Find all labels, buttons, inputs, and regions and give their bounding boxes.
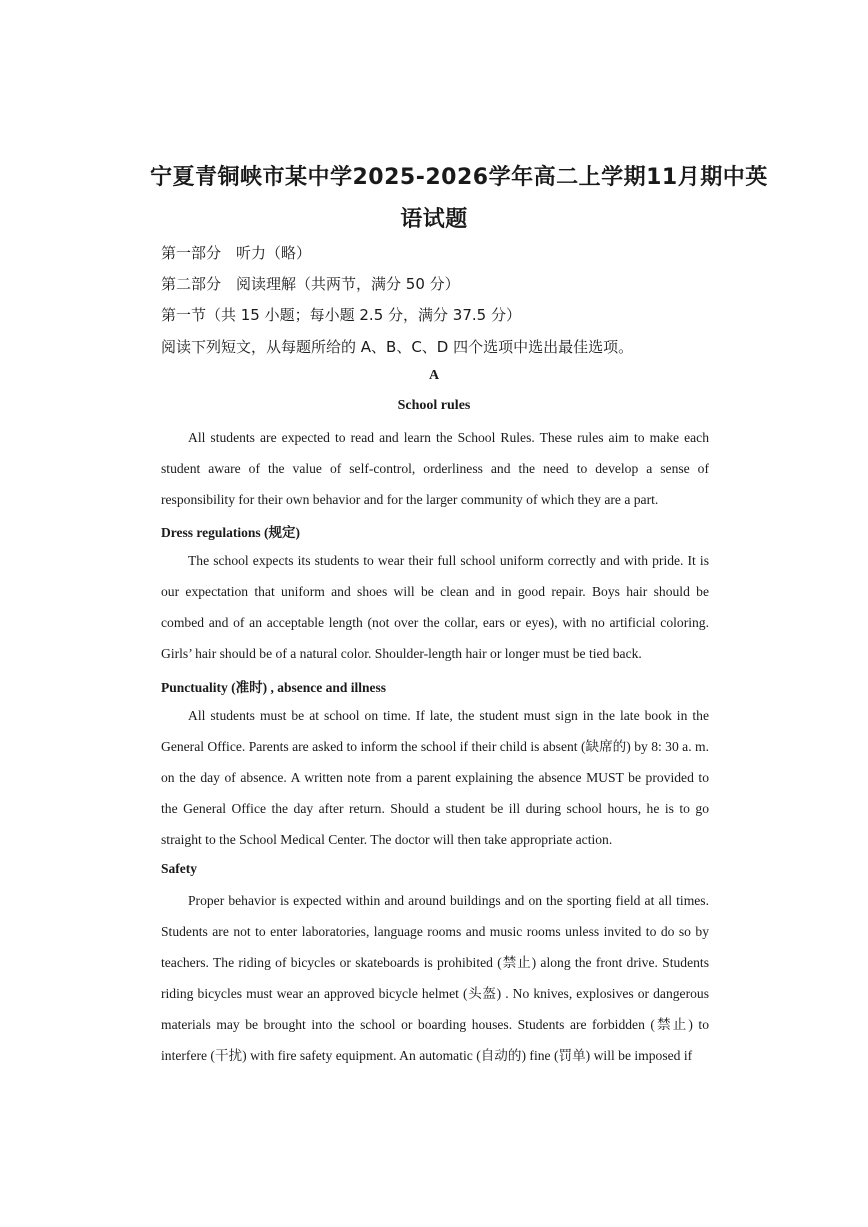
part-two-heading: 第二部分 阅读理解（共两节，满分 50 分）: [161, 275, 460, 293]
exam-title-line-1: 宁夏青铜峡市某中学2025-2026学年高二上学期11月期中英: [150, 165, 768, 190]
intro-paragraph: All students are expected to read and learn the School Rules. These rules aim to make each student aware of the value of self-control, orderliness and the need to develop a sense of responsibility for their own behavior and for the larger community of which they are a part.: [161, 430, 709, 507]
punctuality-paragraph: All students must be at school on time. If late, the student must sign in the late book in the General Office. Parents are asked to inform the school if their child is absent (缺席的) by 8: 30 a. m. on the day of absence. A written note from a parent explaining the absence MUST be provided to the General Office the day after return. Should a student be ill during school hours, he is to go straight to the School Medical Center. The doctor will then take appropriate action.: [161, 708, 709, 847]
dress-regulations-paragraph: The school expects its students to wear their full school uniform correctly and with pride. It is our expectation that uniform and shoes will be clean and in good repair. Boys hair should be combed and of an acceptable length (not over the collar, ears or eyes), with no artificial coloring. Girls’ hair should be of a natural color. Shoulder-length hair or longer must be tied back.: [161, 553, 709, 661]
section-one-heading: 第一节（共 15 小题；每小题 2.5 分，满分 37.5 分）: [161, 306, 521, 324]
safety-heading: Safety: [161, 861, 197, 876]
punctuality-heading: Punctuality (准时) , absence and illness: [161, 680, 387, 695]
passage-letter: A: [428, 368, 440, 383]
exam-title-line-2: 语试题: [400, 207, 468, 232]
part-one-heading: 第一部分 听力（略）: [161, 244, 312, 262]
dress-regulations-heading: Dress regulations (规定): [161, 525, 300, 540]
passage-title: School rules: [397, 398, 471, 413]
safety-paragraph: Proper behavior is expected within and around buildings and on the sporting field at all times. Students are not to enter laboratories, language rooms and music rooms unless invited to do so by teachers. The riding of bicycles or skateboards is prohibited (禁止) along the front drive. Students riding bicycles must wear an approved bicycle helmet (头盔) . No knives, explosives or dangerous materials may be brought into the school or boarding houses. Students are forbidden (禁止) to interfere (干扰) with fire safety equipment. An automatic (自动的) fine (罚单) will be imposed if: [161, 893, 709, 1063]
reading-instruction: 阅读下列短文，从每题所给的 A、B、C、D 四个选项中选出最佳选项。: [161, 338, 634, 356]
